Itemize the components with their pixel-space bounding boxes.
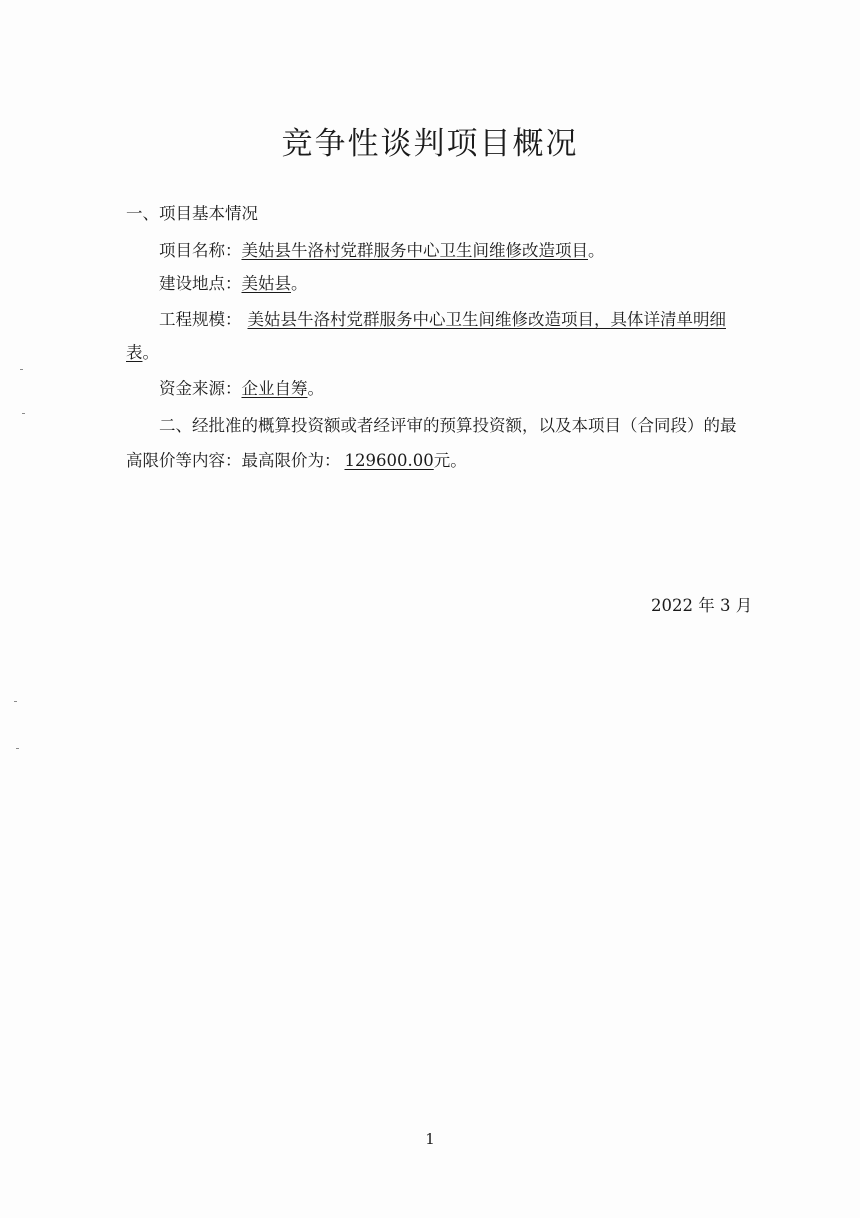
section2-line1: 二、经批准的概算投资额或者经评审的预算投资额，以及本项目（合同段）的最 [159, 416, 737, 435]
max-price-prefix: 高限价等内容：最高限价为： [126, 451, 341, 470]
page-number: 1 [425, 1130, 435, 1148]
fund-line [159, 378, 324, 400]
section1-heading: 一、项目基本情况 [126, 204, 258, 223]
location-label: 建设地点： [159, 274, 242, 293]
location-end: 。 [291, 274, 308, 293]
project-name-end: 。 [588, 241, 605, 260]
scale-end: 。 [142, 343, 159, 362]
location-value: 美姑县 [241, 274, 291, 293]
scan-speck [16, 748, 19, 749]
location-line [159, 273, 308, 295]
scale-label: 工程规模： [159, 310, 242, 329]
fund-label: 资金来源： [159, 379, 242, 398]
document-title: 竞争性谈判项目概况 [281, 126, 579, 162]
scan-speck [20, 369, 23, 370]
scale-value-line1: 美姑县牛洛村党群服务中心卫生间维修改造项目，具体详清单明细 [247, 310, 726, 329]
scale-line-continued [126, 342, 159, 364]
max-price-value: 129600.00 [344, 451, 434, 470]
project-name-value: 美姑县牛洛村党群服务中心卫生间维修改造项目 [241, 241, 588, 260]
scale-value-line2: 表 [126, 343, 143, 362]
fund-value: 企业自筹 [241, 379, 308, 398]
project-name-line [159, 240, 605, 262]
fund-end: 。 [307, 379, 324, 398]
scan-speck [14, 701, 17, 702]
project-name-label: 项目名称： [159, 241, 242, 260]
scale-line [159, 309, 726, 331]
section2-line2 [126, 450, 467, 472]
document-date: 2022 年 3 月 [651, 596, 753, 615]
max-price-suffix: 元。 [433, 451, 467, 470]
scan-speck [22, 413, 25, 414]
